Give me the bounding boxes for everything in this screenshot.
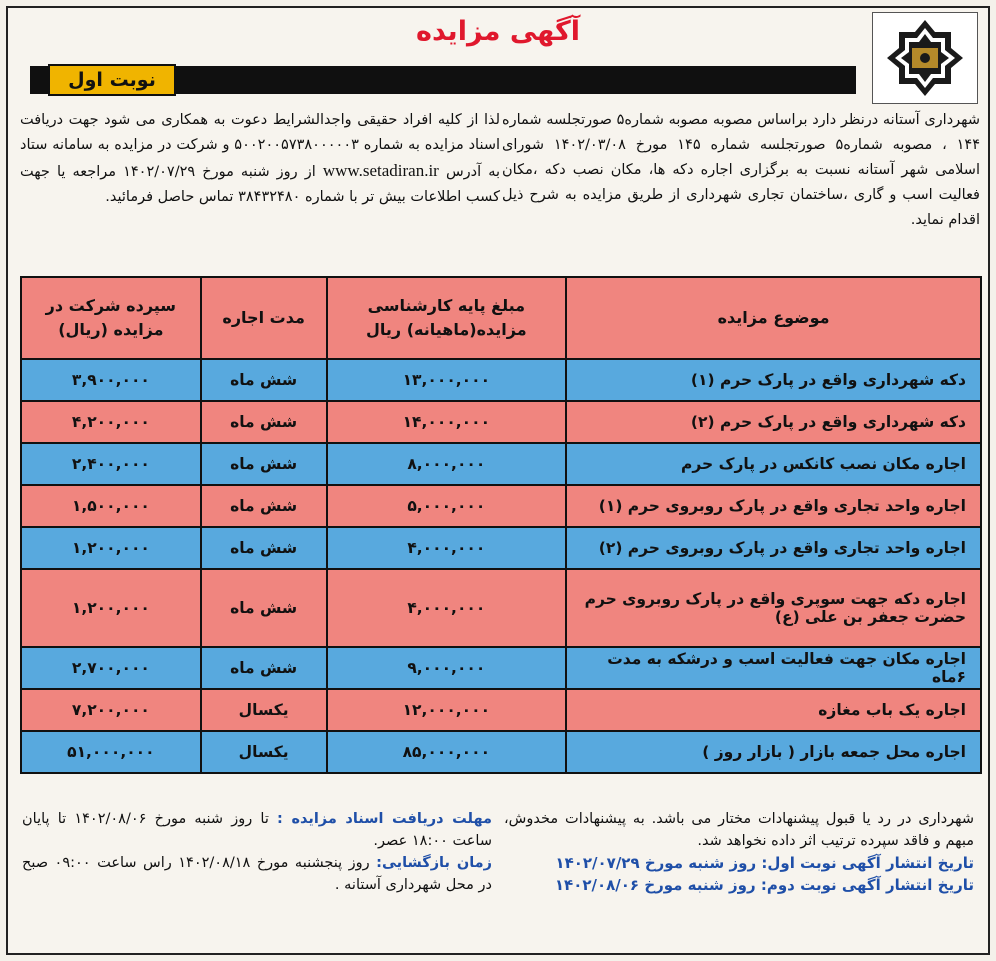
row-duration: شش ماه [201,485,327,527]
row-duration: یکسال [201,731,327,773]
row-deposit: ۷,۲۰۰,۰۰۰ [21,689,201,731]
row-base-price: ۴,۰۰۰,۰۰۰ [327,569,567,647]
table-row [21,359,981,401]
terms-text: شهرداری در رد یا قبول پیشنهادات مختار می باشد. به پیشنهادات مخدوش، مبهم و فاقد سپرده ترتیب اثر داده نخواهد شد. [504,811,974,849]
row-duration: شش ماه [201,443,327,485]
intro-left-text-2: از روز شنبه مورخ ۱۴۰۲/۰۷/۲۹ مراجعه یا جهت کسب اطلاعات بیش تر با شماره ۳۸۴۳۲۴۸۰ تماس حاصل فرمائید. [20,164,500,205]
opening-label: زمان بازگشایی: [376,855,493,871]
deadline-value: تا روز شنبه مورخ ۱۴۰۲/۰۸/۰۶ تا پایان ساعت ۱۸:۰۰ عصر. [22,811,492,849]
municipality-emblem-icon [872,12,978,104]
advertisement-page [6,6,990,955]
row-duration: شش ماه [201,527,327,569]
table-row [21,731,981,773]
row-base-price: ۵,۰۰۰,۰۰۰ [327,485,567,527]
row-base-price: ۱۴,۰۰۰,۰۰۰ [327,401,567,443]
row-base-price: ۱۲,۰۰۰,۰۰۰ [327,689,567,731]
table-row [21,443,981,485]
row-deposit: ۱,۲۰۰,۰۰۰ [21,569,201,647]
row-deposit: ۳,۹۰۰,۰۰۰ [21,359,201,401]
terms-section [504,808,974,896]
row-deposit: ۵۱,۰۰۰,۰۰۰ [21,731,201,773]
opening-paragraph [22,852,492,896]
first-pub-label: تاریخ انتشار آگهی نوبت اول: [761,854,974,872]
row-deposit: ۲,۴۰۰,۰۰۰ [21,443,201,485]
first-publication-date [504,852,974,874]
intro-paragraph-left [20,108,500,210]
row-base-price: ۸۵,۰۰۰,۰۰۰ [327,731,567,773]
row-base-price: ۹,۰۰۰,۰۰۰ [327,647,567,689]
table-row [21,527,981,569]
header-deposit: سپرده شرکت در مزایده (ریال) [21,277,201,359]
row-duration: شش ماه [201,359,327,401]
row-deposit: ۴,۲۰۰,۰۰۰ [21,401,201,443]
intro-left-text-1: لذا از کلیه افراد حقیقی واجدالشرایط دعوت به همکاری می شود جهت دریافت اسناد مزایده به شماره ۵۰۰۲۰۰۵۷۳۸۰۰۰۰۰۳ و شرکت در مزایده به سامانه ستاد به آدرس [20,112,501,180]
table-row [21,689,981,731]
table-row [21,485,981,527]
intro-paragraph-right: شهرداری آستانه درنظر دارد براساس مصوبه مصوبه شماره۵ صورتجلسه شماره ۱۴۴ ، مصوبه شماره۵ صورتجلسه شماره ۱۴۵ مورخ ۱۴۰۲/۰۳/۰۸ شورای اسلامی شهر آستانه نسبت به برگزاری اجاره دکه ها، مکان نصب دکه ،مکان فعالیت اسب و گاری ،ساختمان تجاری شهرداری از طریق مزایده به شرح ذیل اقدام نماید. [502,112,981,228]
round-badge: نوبت اول [48,64,176,96]
emblem-svg [885,18,965,98]
row-deposit: ۱,۲۰۰,۰۰۰ [21,527,201,569]
header-base-price: مبلغ پایه کارشناسی مزایده(ماهیانه) ریال [327,277,567,359]
row-base-price: ۸,۰۰۰,۰۰۰ [327,443,567,485]
auction-table [20,276,982,774]
row-subject: اجاره واحد تجاری واقع در پارک روبروی حرم (۱) [566,485,981,527]
row-subject: دکه شهرداری واقع در پارک حرم (۱) [566,359,981,401]
row-deposit: ۱,۵۰۰,۰۰۰ [21,485,201,527]
header-duration: مدت اجاره [201,277,327,359]
deadline-paragraph [22,808,492,852]
second-publication-date [504,874,974,896]
row-subject: اجاره دکه جهت سوپری واقع در پارک روبروی حرم حضرت جعفر بن علی (ع) [566,569,981,647]
row-duration: شش ماه [201,401,327,443]
deadline-label: مهلت دریافت اسناد مزایده : [277,811,492,827]
second-pub-label: تاریخ انتشار آگهی نوبت دوم: [760,876,974,894]
opening-value: روز پنجشنبه مورخ ۱۴۰۲/۰۸/۱۸ راس ساعت ۰۹:۰۰ صبح در محل شهرداری آستانه . [22,855,492,893]
row-base-price: ۱۳,۰۰۰,۰۰۰ [327,359,567,401]
table-row [21,401,981,443]
first-pub-value: روز شنبه مورخ ۱۴۰۲/۰۷/۲۹ [555,854,757,872]
row-subject: دکه شهرداری واقع در پارک حرم (۲) [566,401,981,443]
row-subject: اجاره مکان نصب کانکس در پارک حرم [566,443,981,485]
schedule-section [22,808,492,896]
row-duration: یکسال [201,689,327,731]
table-header-row [21,277,981,359]
table-row [21,647,981,689]
row-subject: اجاره یک باب مغازه [566,689,981,731]
row-base-price: ۴,۰۰۰,۰۰۰ [327,527,567,569]
row-subject: اجاره مکان جهت فعالیت اسب و درشکه به مدت ۶ماه [566,647,981,689]
row-duration: شش ماه [201,569,327,647]
row-subject: اجاره محل جمعه بازار ( بازار روز ) [566,731,981,773]
setad-url-link[interactable]: www.setadiran.ir [322,161,439,180]
row-duration: شش ماه [201,647,327,689]
page-title: آگهی مزایده [416,16,580,47]
table-row [21,569,981,647]
row-subject: اجاره واحد تجاری واقع در پارک روبروی حرم (۲) [566,527,981,569]
row-deposit: ۲,۷۰۰,۰۰۰ [21,647,201,689]
header-subject: موضوع مزایده [566,277,981,359]
second-pub-value: روز شنبه مورخ ۱۴۰۲/۰۸/۰۶ [554,876,756,894]
